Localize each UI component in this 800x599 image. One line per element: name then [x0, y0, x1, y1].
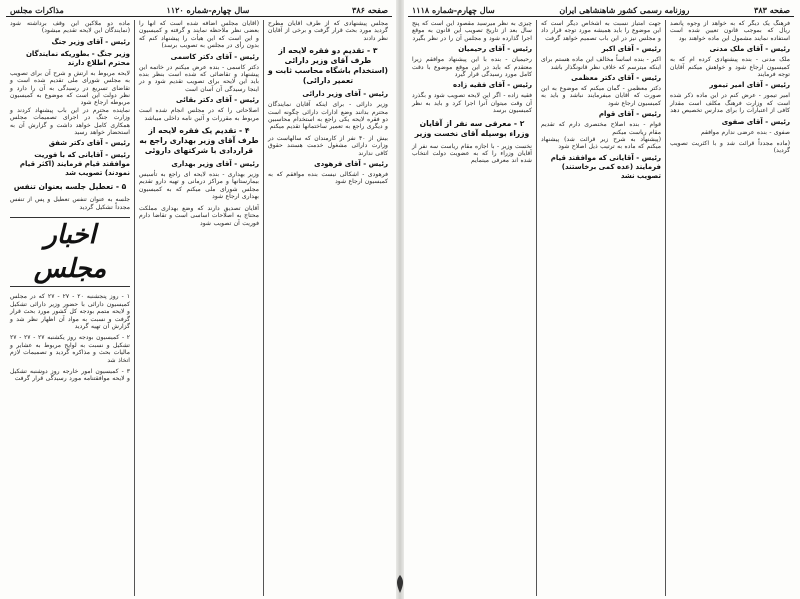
- right-page: [402, 0, 800, 599]
- left-running-head: [6, 4, 392, 17]
- section-headline: ۳ - تقدیم دو فقره لایحه از طرف آقای وزیر دارائی (استخدام باشگاه محاسب ثابت و تعمیر دارائی): [267, 46, 388, 86]
- paragraph: چیزی به نظر میرسید مقصود این است که پنج سال بعد از تاریخ تصویب این قانون به موقع اجرا گذارده شود و مجلس آن را در نظر بگیرد: [412, 20, 532, 42]
- left-page: [0, 0, 398, 599]
- paragraph: ۳ - کمیسیون امور خارجه روز دوشنبه تشکیل و لایحه موافقتنامه مورد رسیدگی قرار گرفت: [10, 367, 130, 383]
- paragraph: امیر تیمور - عرض کنم در این ماده ذکر شده است که وزارت فرهنگ مکلف است مقدار کافی از اعتبارات را برای مدارس تخصیص دهد: [670, 92, 790, 115]
- paragraph: ماده دو ملاکین این وقف برداشته شود (نمایندگان این لایحه تقدیم میشود): [10, 20, 130, 35]
- speaker-line: رئیس - آقای ملک مدنی: [709, 45, 790, 54]
- speaker-line: رئیس - آقای دکتر معظمی: [571, 74, 661, 83]
- paragraph: رحیمیان - بنده با این پیشنهاد موافقم زیرا معتقدم که باید در این موقع موضوع با دقت کامل مورد رسیدگی قرار گیرد: [412, 56, 532, 79]
- section-headline: ۴ - تقدیم یک فقره لایحه از طرف آقای وزیر بهداری راجع به قراردادی با شرکتهای داروئی: [139, 126, 259, 156]
- right-running-head: [408, 4, 794, 17]
- speaker-line: رئیس - آقای وزیر جنگ: [51, 37, 130, 46]
- paragraph: دکتر کاسمی - بنده عرض میکنم در خاتمه این پیشنهاد و تقاضائی که شده است بنظر بنده باید این لایحه برای تصویب تقدیم شود و در اینجا رسیدگی آن آسان است: [139, 63, 259, 93]
- section-headline: ۲ - معرفی سه نفر از آقایان وزراء بوسیله آقای نخست وزیر: [414, 118, 530, 138]
- paragraph: آقایان تصدیق دارند که وضع بهداری مملکت محتاج به اصلاحات اساسی است و تقاضا دارم فوریت آن تصویب شود: [139, 204, 259, 227]
- paragraph: بیش از ۴۰ نفر از کارمندان که سالهاست در وزارت دارائی مشغول خدمت هستند حقوق کافی ندارند: [268, 134, 388, 157]
- paragraph: اکبر - بنده اساساً مخالف این ماده هستم برای اینکه میترسم که خلاف نظر قانونگذار باشد: [541, 56, 661, 71]
- paragraph: وزیر دارائی - برای اینکه آقایان نمایندگان محترم بدانند وضع ادارات دارائی چگونه است دو فقره لایحه یکی راجع به استخدام محاسبین و دیگری راجع به تعمیر ساختمانها تقدیم میکنم: [268, 101, 388, 131]
- speaker-line: رئیس - آقای قوام: [598, 110, 661, 119]
- paragraph: اصلاحاتی را که در مجلس انجام شده است مربوط به مقررات و آئین نامه داخلی میباشد: [139, 107, 259, 122]
- right-issue-line: سال چهارم-شماره ۱۱۱۸: [412, 5, 495, 15]
- paragraph: جلسه به عنوان تنفس تعطیل و پس از تنفس مجدداً تشکیل گردید: [10, 196, 130, 211]
- paragraph: فرهنگ یک دیگر که به خواهد از وجوه پانصد ریال که بموجب قانون تعیین شده است استفاده نمایند مشمول این ماده خواهند بود: [670, 20, 790, 42]
- paragraph: صفوی - بنده عرضی ندارم موافقم: [700, 128, 790, 136]
- paragraph: فقیه زاده - اگر این لایحه تصویب شود و بگذرد آن وقت میتوان آنرا اجرا کرد و باید به نظر کمیسیون برسد: [412, 92, 532, 115]
- left-issue-line: سال چهارم-شماره ۱۱۲۰: [166, 5, 250, 15]
- paragraph: نخست وزیر - با اجازه مقام ریاست سه نفر از آقایان وزراء را که به عضویت دولت انتخاب شده اند معرفی مینمایم: [412, 142, 532, 165]
- section-headline: ۵ - تعطیل جلسه بعنوان تنفس: [13, 182, 127, 192]
- paragraph: جهت امتیاز نسبت به اشخاص دیگر است که این موضوع را باید همیشه مورد توجه قرار داد و مجلس نیز در این باب تصمیم خواهد گرفت: [541, 20, 661, 42]
- speaker-line: رئیس - آقای امیر تیمور: [709, 81, 790, 90]
- right-page-label: صفحه ۳۸۳: [754, 5, 790, 15]
- paragraph: فرهودی - اشکالی نیست بنده موافقم که به کمیسیون ارجاع شود: [268, 171, 388, 186]
- paragraph: ۲ - کمیسیون بودجه روز یکشنبه ۲۷ - ۲۷ - ۲۷ تشکیل و نسبت به لوایح مربوط به عشایر و مالیات بحث و مذاکره گردید و تصمیمات لازم اتخاذ شد: [10, 334, 130, 364]
- speaker-line: رئیس - آقایانی که با فوریت موافقند قیام فرمایند (اکثر قیام نمودند) تصویب شد: [19, 151, 130, 178]
- right-col-1: [408, 20, 537, 596]
- speaker-line: وزیر جنگ - بطوریکه نمایندگان محترم اطلاع دارند: [25, 49, 130, 67]
- paragraph: دکتر معظمی - گمان میکنم که موضوع به این صورت که آقایان میفرمایند نباشد و باید به کمیسیون ارجاع شود: [541, 85, 661, 107]
- right-journal-title: روزنامه رسمی کشور شاهنشاهی ایران: [559, 5, 690, 15]
- speaker-line: رئیس - آقای رحیمیان: [458, 45, 532, 54]
- right-col-2: [537, 20, 666, 596]
- left-col-2: [135, 20, 264, 596]
- paragraph: نماینده محترم در این باب پیشنهاد کردند و وزارت جنگ در اجرای تصمیمات مجلس همکاری کامل خواهد داشت و گزارش آن به استحضار خواهد رسید: [10, 106, 130, 137]
- speaker-line: رئیس - آقای دکتر بقائی: [176, 96, 259, 105]
- paragraph: وزیر بهداری - بنده لایحه ای راجع به تأسیس بیمارستانها و مراکز درمانی و تهیه دارو تقدیم مجلس شورای ملی میکنم که به کمیسیون بهداری ارجاع شود: [139, 171, 259, 201]
- left-col-1: [6, 20, 135, 596]
- paragraph: ملک مدنی - بنده پیشنهادی کرده ام که به کمیسیون ارجاع شود و خواهش میکنم آقایان توجه فرمایند: [670, 56, 790, 79]
- paragraph: (ماده مجدداً قرائت شد و با اکثریت تصویب گردید): [670, 140, 790, 155]
- speaker-line: رئیس - آقای فقیه زاده: [453, 81, 532, 90]
- left-col-3: [264, 20, 392, 596]
- speaker-line: رئیس - آقای صفوی: [721, 117, 790, 126]
- speaker-line: رئیس - آقای فرهودی: [314, 160, 388, 169]
- paragraph: لایحه مربوط به ارتش و شرح آن برای تصویب به مجلس شورای ملی تقدیم شده است و تقاضای تسریع در رسیدگی به آن را دارد و نظر دولت این است که موضوع به کمیسیون مربوطه ارجاع شود: [10, 69, 130, 107]
- paragraph: قوام - بنده اصلاح مختصری دارم که تقدیم مقام ریاست میکنم: [541, 121, 661, 136]
- left-journal-title: مذاکرات مجلس: [10, 5, 64, 15]
- right-columns: [408, 20, 794, 596]
- speaker-line: رئیس - آقای اکبر: [601, 45, 661, 54]
- paragraph: (پیشنهاد به شرح زیر قرائت شد) پیشنهاد میکنم که ماده به ترتیب ذیل اصلاح شود: [541, 136, 661, 151]
- speaker-line: رئیس - آقای وزیر دارائی: [302, 90, 388, 99]
- left-columns: [6, 20, 392, 596]
- section-masthead: اخبار مجلس: [10, 217, 130, 287]
- speaker-line: رئیس - آقای وزیر بهداری: [171, 160, 259, 169]
- speaker-line: رئیس - آقایانی که موافقند قیام فرمایند (عده کمی برخاستند) تصویب نشد: [550, 153, 661, 180]
- paragraph: ۱ - روز پنجشنبه ۲۰ - ۲۷ - ۲۷ که در مجلس کمیسیون دارائی با حضور وزیر دارائی تشکیل و لایحه متمم بودجه کل کشور مورد بحث قرار گرفت و نسبت به مواد آن اظهار نظر شد و گزارش آن تهیه گردید: [10, 293, 131, 330]
- paragraph: (آقایان مجلس اضافه شده است که آنها را بعضی نظر ملاحظه نمایند و گرفته و کمیسیون و این است که این هیأت را پیشنهاد کنم که بدون رأی در مجلس به تصویب برسد): [139, 20, 259, 50]
- binding-thread-icon: [395, 575, 405, 593]
- speaker-line: رئیس - آقای دکتر شفق: [48, 139, 130, 148]
- left-page-label: صفحه ۳۸۶: [352, 5, 388, 15]
- right-col-3: [666, 20, 794, 596]
- speaker-line: رئیس - آقای دکتر کاسمی: [170, 52, 259, 61]
- paragraph: مجلس پیشنهادی که از طرف آقایان مطرح گردید مورد بحث قرار گرفت و برخی از آقایان نظر دادند: [268, 20, 388, 42]
